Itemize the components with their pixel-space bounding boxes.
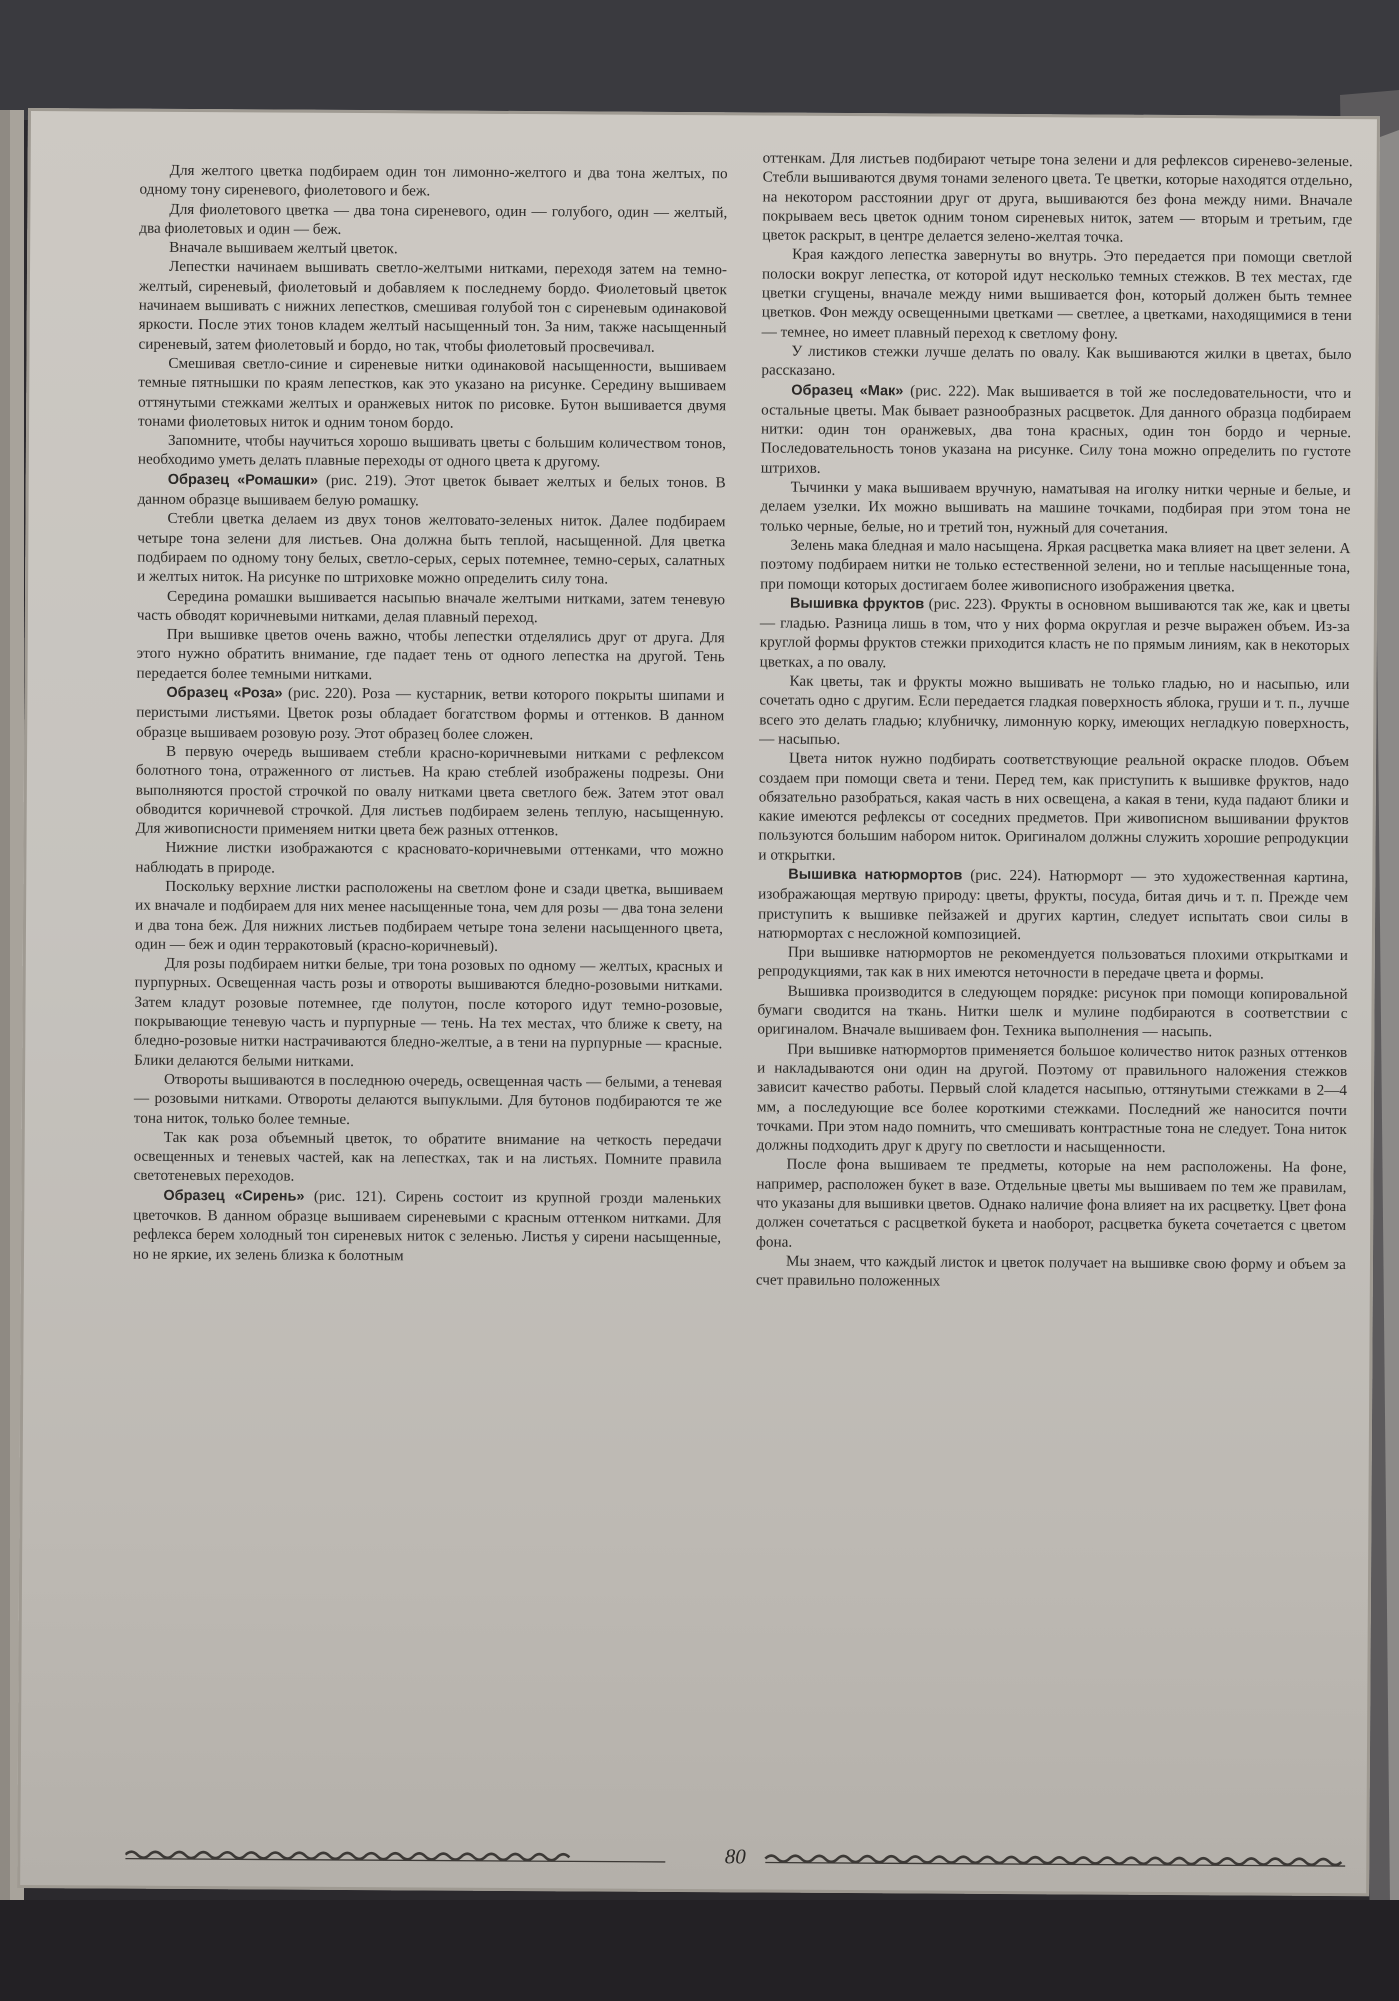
paragraph-text: После фона вышиваем те предметы, которые на нем расположены. На фоне, например, расположен букет в вазе. Отдельные цветы мы вышиваем по тем же правилам, что указаны для вышивки цветов. Однако наличие фона влияет на их расцветку. Цвет фона должен сочетаться с расцветкой букета и наоборот, расцветка букета сочетается с цветом фона. [756, 1156, 1347, 1251]
section-heading: Образец «Ромашки» [167, 471, 319, 489]
paragraph-text: (рис. 224). Натюрморт — это художественная картина, изображающая мертвую природу: цветы, фрукты, посуда, битая дичь и т. п. Прежде чем приступить к вышивке пейзажей и других картин, следует испытать свои силы в натюрмортах с несложной композицией. [757, 866, 1349, 943]
paragraph-text: При вышивке натюрмортов применяется большое количество ниток разных оттенков и накладываются они один на другой. Поэтому от правильного наложения стежков зависит качество работы. Первый слой кладется насыпью, оттянутыми стежками в 2—4 мм, а последующие все более короткими стежками. Последний же наносится почти точками. При этом надо помнить, что смешивать контрастные тона не следует. Тона ниток должны подходить друг к другу по светлости и насыщенности. [756, 1040, 1348, 1157]
paragraph [139, 199, 727, 241]
paragraph-text: (рис. 219). Этот цветок бывает желтых и белых тонов. В данном образце вышиваем белую ромашку. [137, 471, 726, 510]
paragraph [136, 683, 724, 745]
paragraph-text: Края каждого лепестка завернуты во внутрь. Это передается при помощи светлой полоски вокруг лепестка, от которой идут несколько темных стежков. В тех местах, где цветки сгущены, вначале между ними вышивается фон, который должен быть темнее цветков. Фон между освещенными цветками — светлее, а цветками, находящимися в тени — темнее, но имеет плавный переход к светлому фону. [761, 246, 1353, 343]
book-page [17, 108, 1380, 1896]
paragraph [137, 586, 725, 628]
paragraph [758, 749, 1349, 868]
paragraph [760, 478, 1350, 539]
paragraph-text: (рис. 223). Фрукты в основном вышиваются так же, как и цветы — гладью. Разница лишь в том, что у них форма округлая и резче выражен объем. Из-за круглой формы фруктов стежки приходится класть не по прямым линиям, как в некоторых цветках, а по овалу. [759, 595, 1351, 671]
section-heading: Вышивка натюрмортов [788, 866, 963, 884]
section-heading: Вышивка фруктов [789, 595, 925, 613]
paragraph [139, 161, 727, 203]
paragraph [136, 625, 724, 686]
paragraph [757, 1039, 1348, 1158]
paragraph [756, 1155, 1347, 1255]
paragraph-text: Лепестки начинаем вышивать светло-желтыми нитками, переходя затем на темно-желтый, сиреневый, фиолетовый и добавляем к последнему бордо. Фиолетовый цветок начинаем вышивать с нижних лепестков, смешивая голубой тон с сиреневым одинаковой яркости. После этих тонов кладем желтый насыщенный тон. За ним, также насыщенный сиреневый, затем фиолетовый и бордо, но так, чтобы фиолетовый просвечивал. [138, 258, 728, 356]
paragraph-text: Цвета ниток нужно подбирать соответствующие реальной окраске плодов. Объем создаем при помощи света и тени. Перед тем, как приступить к вышивке фруктов, надо обязательно разобраться, какая часть в них освещена, а какая в тени, куда падают блики и какие имеются рефлексы от соседних предметов. При живописном вышивании фруктов пользуются большим набором ниток. Оригиналом должны служить хорошие репродукции и открытки. [758, 749, 1350, 864]
paragraph-text: У листиков стежки лучше делать по овалу. Как вышиваются жилки в цветах, было рассказано. [761, 342, 1352, 380]
paragraph-text: Вышивка производится в следующем порядке: рисунок при помощи копировальной бумаги сводится на ткань. Нитки шелк и мулине подбираются в соответствии с оригиналом. Вначале вышиваем фон. Техника выполнения — насыпь. [757, 982, 1348, 1041]
paragraph-text: (рис. 222). Мак вышивается в той же последовательности, что и остальные цветы. Мак бывает разнообразных расцветок. Для данного образца подбираем нитки: один тон оранжевых, два тона красных, один тон бордо и черные. Последовательность тонов указана на рисунке. Силу тона можно определить по густоте штрихов. [760, 381, 1352, 477]
paragraph [757, 981, 1347, 1042]
paragraph [760, 593, 1350, 675]
paragraph-text: Стебли цветка делаем из двух тонов желтовато-зеленых ниток. Далее подбираем четыре тона зелени для листьев. Она должна быть теплой, насыщенной. Для цветка подбираем по одному тону белых, светло-серых, серых потемнее, темно-серых, салатных и желтых ниток. На рисунке по штриховке можно определить силу тона. [137, 510, 726, 588]
paragraph-text: При вышивке цветов очень важно, чтобы лепестки отделялись друг от друга. Для этого нужно обратить внимание, где падает тень от одного лепестка на другой. Тень передается более темными нитками. [136, 625, 725, 683]
paragraph [761, 341, 1351, 383]
paragraph-text: Для фиолетового цветка — два тона сиреневого, один — голубого, один — желтый, два фиолетовых и один — беж. [139, 200, 728, 238]
section-heading: Образец «Мак» [791, 382, 904, 399]
paragraph [133, 1128, 721, 1189]
paragraph [756, 1251, 1346, 1293]
paragraph [761, 380, 1352, 481]
paragraph [762, 245, 1353, 345]
left-text-column [133, 161, 728, 1267]
paragraph [136, 742, 725, 842]
paragraph [134, 1070, 722, 1131]
paragraph [138, 469, 726, 512]
paragraph [133, 1185, 721, 1267]
paragraph-text: Зелень мака бледная и мало насыщена. Яркая расцветка мака влияет на цвет зелени. А поэтому подбираем нитки не только естественной зелени, но и теплые насыщенные тона, при помощи которых достигаем более живописного изображения цветка. [760, 536, 1351, 595]
paragraph [138, 354, 726, 435]
paragraph-text: Нижние листки изображаются с красновато-коричневыми оттенками, что можно наблюдать в природе. [135, 839, 724, 877]
paragraph [137, 509, 725, 590]
paragraph-text: В первую очередь вышиваем стебли красно-коричневыми нитками с рефлексом болотного тона, отраженного от листьев. На краю стеблей изображены подрезы. Они выполняются простой строчкой по овалу нитками цвета светлого беж. Затем этот овал обводится коричневой строчкой. Для листьев подбираем зелень теплую, насыщенную. Для живописности применяем нитки цвета беж разных оттенков. [135, 742, 725, 840]
paragraph [135, 838, 723, 880]
paragraph-text: Мы знаем, что каждый листок и цветок получает на вышивке свою форму и объем за счет правильно положенных [755, 1252, 1347, 1290]
paragraph [139, 257, 728, 357]
paragraph-text: оттенкам. Для листьев подбирают четыре тона зелени и для рефлексов сиренево-зеленые. Стебли вышиваются двумя тонами зеленого цвета. Те цветки, которые находятся отдельно, на некотором расстоянии друг от друга, вышиваются без фона между ними. Вначале покрываем весь цветок одним тоном сиреневых ниток, затем — вторым и третьим, где цветок раскрыт, в центре делается зелено-желтая точка. [762, 149, 1353, 246]
page-footer [125, 1841, 1345, 1888]
paragraph-text: Отвороты вышиваются в последнюю очередь, освещенная часть — белыми, а теневая — розовыми нитками. Отвороты делаются выпуклыми. Для бутонов подбираются те же тона ниток, только более темные. [133, 1070, 723, 1128]
section-heading: Образец «Роза» [166, 684, 283, 702]
section-heading: Образец «Сирень» [163, 1187, 305, 1205]
paragraph [760, 535, 1350, 596]
right-text-column [756, 148, 1353, 1293]
paragraph-text: При вышивке натюрмортов не рекомендуется пользоваться плохими открытками и репродукциями, так как в них имеются неточности в передаче цвета и формы. [757, 943, 1348, 984]
paragraph [758, 864, 1348, 946]
paragraph [138, 431, 726, 473]
paragraph-text: (рис. 220). Роза — кустарник, ветви которого покрыты шипами и перистыми листьями. Цветок розы обладает богатством формы и оттенков. В данном образце вышиваем розовую розу. Этот образец более сложен. [136, 684, 725, 743]
paragraph-text: Тычинки у мака вышиваем вручную, наматывая на иголку нитки черные и белые, и делаем узелки. Их можно вышивать на машине точками, подбирая при этом тона не только черные, белые, но и третий тон, нужный для сочетания. [760, 478, 1351, 537]
paragraph-text: Для желтого цветка подбираем один тон лимонно-желтого и два тона желтых, по одному тону сиреневого, фиолетового и беж. [139, 161, 728, 200]
paragraph [135, 877, 723, 958]
paragraph-text: (рис. 121). Сирень состоит из крупной грозди маленьких цветочков. В данном образце вышиваем сиреневыми с красным оттенком нитками. Для рефлекса берем холодный тон сиреневых ниток с зеленью. Листья у сирени насыщенные, но не яркие, их зелень близка к болотным [132, 1187, 722, 1264]
paragraph [762, 148, 1353, 248]
paragraph-text: Запомните, чтобы научиться хорошо вышивать цветы с большим количеством тонов, необходимо уметь делать плавные переходы от одного цвета к другому. [137, 432, 727, 471]
paragraph-text: Как цветы, так и фрукты можно вышивать не только гладью, но и насыпью, или сочетать одно с другим. Если передается гладкая поверхность яблока, груши и т. п., лучше всего это делать гладью; клубничку, лимонную корку, имеющих негладкую поверхность, — насыпью. [759, 672, 1350, 748]
paragraph-text: Так как роза объемный цветок, то обратите внимание на четкость передачи освещенных и теневых частей, как на лепестках, так и на листьях. Помните правила светотеневых переходов. [133, 1128, 722, 1186]
paragraph [758, 943, 1348, 985]
page-number: 80 [724, 1844, 746, 1869]
paragraph-text: Смешивая светло-синие и сиреневые нитки одинаковой насыщенности, вышиваем темные пятнышки по краям лепестков, как это указано на рисунке. Середину вышиваем оттянутыми стежками желтых и оранжевых ниток по рисовке. Бутон вышивается двумя тонами фиолетовых ниток и одним тоном бордо. [138, 354, 727, 432]
paragraph-text: Середина ромашки вышивается насыпью вначале желтыми нитками, затем теневую часть обводят коричневыми нитками, делая плавный переход. [136, 587, 726, 626]
paragraph-text: Поскольку верхние листки расположены на светлом фоне и сзади цветка, вышиваем их вначале и подбираем для них менее насыщенные тона, чем для розы — два тона зелени и два тона беж. Для нижних листьев подбираем четыре тона зелени насыщенного цвета, один — беж и один терракотовый (красно-коричневый). [134, 877, 724, 955]
paragraph-text: Для розы подбираем нитки белые, три тона розовых по одному — желтых, красных и пурпурных. Освещенная часть розы и отвороты вышиваются бледно-розовыми нитками. Затем кладут розовые потемнее, где полутон, после которого идут темно-розовые, покрывающие теневую часть и пурпурные — тень. На тех местах, что ближе к свету, на бледно-розовые нитки настрачиваются бледно-желтые, а в тени на пурпурные — красные. Блики делаются белыми нитками. [134, 955, 723, 1070]
paragraph [134, 954, 723, 1073]
paragraph-text: Вначале вышиваем желтый цветок. [169, 239, 398, 258]
paragraph [759, 671, 1349, 752]
